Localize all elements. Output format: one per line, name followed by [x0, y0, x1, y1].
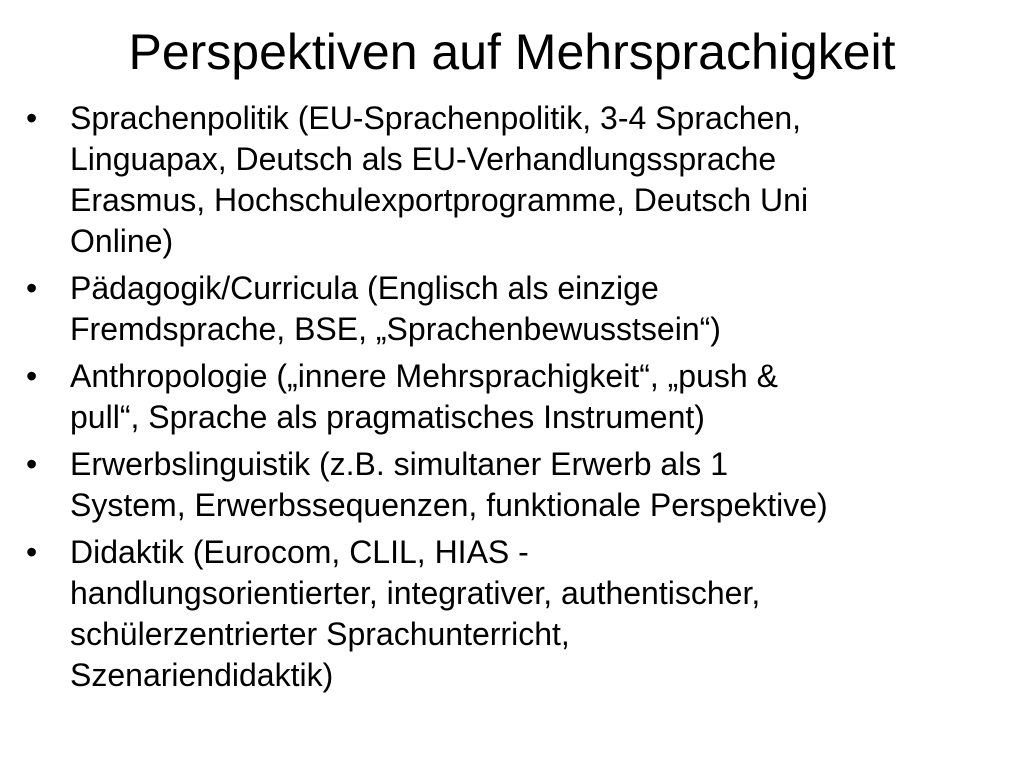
bullet-text-line: Online) — [70, 223, 174, 259]
bullet-text-line: schülerzentrierter Sprachunterricht, — [70, 616, 570, 652]
bullet-item-sprachenpolitik — [26, 98, 1020, 262]
bullet-dot-icon: • — [26, 358, 38, 394]
bullet-dot-icon: • — [26, 100, 38, 136]
bullet-text-line: Szenariendidaktik) — [70, 657, 334, 693]
bullet-text-line: Anthropologie („innere Mehrsprachigkeit“, „push & — [70, 358, 778, 394]
bullet-item-anthropologie — [26, 356, 1020, 438]
bullet-text-line: Linguapax, Deutsch als EU-Verhandlungssprache — [70, 141, 777, 177]
bullet-item-erwerbslinguistik — [26, 444, 1020, 526]
bullet-item-paedagogik — [26, 268, 1020, 350]
bullet-dot-icon: • — [26, 534, 38, 570]
bullet-text-line: System, Erwerbssequenzen, funktionale Perspektive) — [70, 487, 828, 523]
bullet-text-line: Erwerbslinguistik (z.B. simultaner Erwerb als 1 — [70, 446, 728, 482]
bullet-item-didaktik — [26, 532, 1020, 696]
bullet-text-line: Sprachenpolitik (EU-Sprachenpolitik, 3-4 Sprachen, — [70, 100, 802, 136]
bullet-dot-icon: • — [26, 270, 38, 306]
bullet-list — [26, 98, 1020, 702]
bullet-text-line: Pädagogik/Curricula (Englisch als einzige — [70, 270, 659, 306]
bullet-dot-icon: • — [26, 446, 38, 482]
bullet-text-line: Didaktik (Eurocom, CLIL, HIAS - — [70, 534, 529, 570]
bullet-text-line: Erasmus, Hochschulexportprogramme, Deutsch Uni — [70, 182, 809, 218]
bullet-text-line: Fremdsprache, BSE, „Sprachenbewusstsein“) — [70, 311, 721, 347]
slide-title: Perspektiven auf Mehrsprachigkeit — [128, 24, 896, 80]
bullet-text-line: handlungsorientierter, integrativer, authentischer, — [70, 575, 761, 611]
bullet-text-line: pull“, Sprache als pragmatisches Instrument) — [70, 399, 705, 435]
